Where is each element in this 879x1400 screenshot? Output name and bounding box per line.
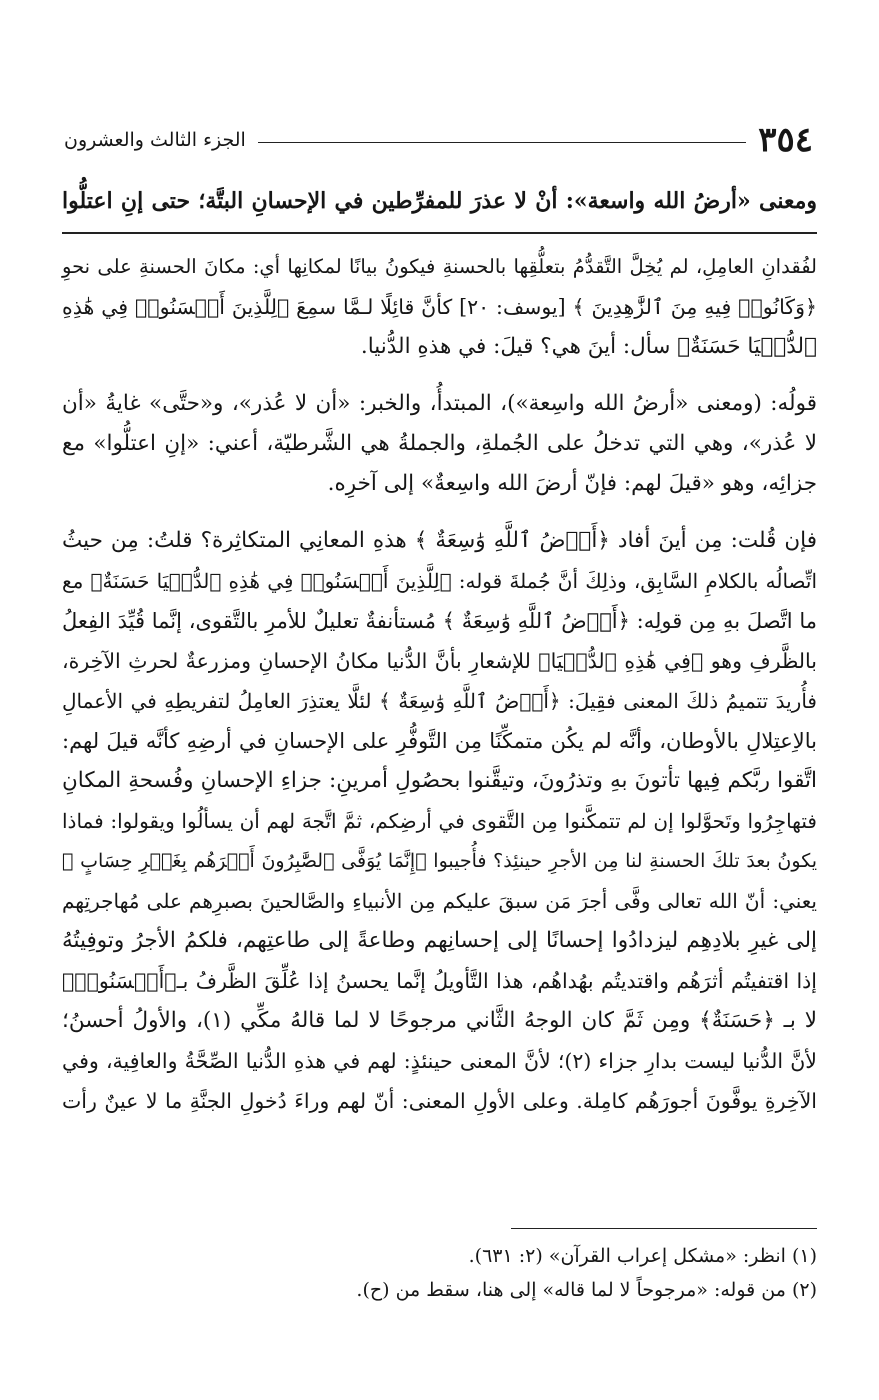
text-line: إذا اقتفيتُم أثرَهُم واقتديتُم بهُداهُم، هذا التَّأويلُ إنَّما يحسنُ إذا عُلِّقَ الظَّرفُ بـ﴿أَحۡسَنُوا۟﴾: [62, 969, 817, 993]
text-line: اتِّصالُه بالكلامِ السَّابِق، وذلِكَ أنَّ جُملةَ قوله: ﴿لِلَّذِينَ أَحۡسَنُوا۟ فِي هَٰذِهِ ٱلدُّنۡيَا حَسَنَةٌ﴾ مع: [62, 569, 817, 593]
text-line: إلى غيرِ بلادِهِم ليزدادُوا إحسانًا إلى إحسانِهم وطاعةً إلى طاعتِهم، فلكمُ الأجرُ وتوفِيتُهُ: [62, 928, 817, 953]
text-line: فتهاجِرُوا وتَحوَّلوا إن لم تتمكَّنوا مِن التَّقوى في أرضِكم، ثمَّ اتَّجهَ لهم أن يسألُوا ويقولوا: فماذا: [62, 809, 817, 833]
text-line: لا عُذر»، وهي التي تدخلُ على الجُملةِ، والجملةُ هي الشَّرطيّة، أعني: «إنِ اعتلُّوا» مع: [62, 431, 817, 456]
text-line: يعني: أنّ الله تعالى وفَّى أجرَ مَن سبقَ عليكم مِن الأنبياءِ والصَّالحينَ بصبرِهم على مُهاجرتِهم: [62, 889, 817, 913]
text-line: لأنَّ الدُّنيا ليست بدارِ جزاء (٢)؛ لأنَّ المعنى حينئذٍ: لهم في هذهِ الدُّنيا الصِّحَّةُ والعافِية، وفي: [62, 1049, 817, 1073]
footnote: (١) انظر: «مشكل إعراب القرآن» (٢: ٦٣١).: [468, 1245, 817, 1267]
text-line: الآخِرةِ يوفَّونَ أجورَهُم كامِلة. وعلى الأولِ المعنى: أنّ لهم وراءَ دُخولِ الجنَّةِ ما لا عينٌ رأت: [62, 1089, 817, 1113]
text-line: اتَّقوا ربَّكم فِيها تأتونَ بهِ وتذرُونَ، وتيقَّنوا بحصُولِ أمرينِ: جزاءِ الإحسانِ وفُسحةِ المكانِ: [62, 768, 817, 793]
text-line: ٱلدُّنۡيَا حَسَنَةٌ﴾ سأل: أينَ هي؟ قيلَ: في هذهِ الدُّنيا.: [360, 334, 817, 359]
text-line: ﴿وَكَانُوا۟ فِيهِ مِنَ ٱلزَّٰهِدِينَ ﴾ [يوسف: ٢٠] كأنَّ قائِلًا لـمَّا سمِعَ ﴿لِلَّذِينَ أَحۡسَنُوا۟ فِي هَٰذِهِ: [62, 295, 817, 319]
text-line: بالاِعتِلالِ بالأوطان، وأنَّه لم يكُن متمكِّنًا مِن التَّوفُّرِ على الإحسانِ في أرضِهِ كأنَّه قيلَ لهم:: [62, 729, 817, 753]
text-line: فإن قُلت: مِن أينَ أفاد ﴿أَرۡضُ ٱللَّهِ وَٰسِعَةٌ ﴾ هذهِ المعانِي المتكاثِرة؟ قلتُ: مِن حيثُ: [62, 528, 817, 553]
text-line: جزائِه، وهو «قيلَ لهم: فإنّ أرضَ الله واسِعةٌ» إلى آخرِه.: [327, 471, 817, 496]
text-line: قولُه: (ومعنى «أرضُ الله واسِعة»)، المبتدأُ، والخبر: «أن لا عُذر»، و«حتَّى» غايةُ «أن: [62, 391, 817, 416]
text-line: فأُريدَ تتميمُ ذلكَ المعنى فقِيلَ: ﴿أَرۡضُ ٱللَّهِ وَٰسِعَةٌ ﴾ لئلَّا يعتذِرَ العامِلُ لتفريطِهِ في الأعمالِ: [62, 689, 817, 713]
paragraph-gap: [62, 367, 817, 384]
matn-text: ومعنى «أرضُ الله واسعة»: أنْ لا عذرَ للمفرِّطين في الإحسانِ البتَّة؛ حتى إنِ اعتلُّوا: [62, 188, 817, 214]
paragraph-gap: [62, 504, 817, 521]
footnote: (٢) من قوله: «مرجوحاً لا لما قاله» إلى هنا، سقط من (ح).: [356, 1279, 817, 1301]
text-line: لفُقدانِ العامِلِ، لم يُخِلَّ التَّقدُّمُ بتعلُّقِها بالحسنةِ فيكونُ بيانًا لمكانِها أي: مكانَ الحسنةِ على نحوِ: [62, 255, 817, 278]
running-title: الجزء الثالث والعشرون: [64, 128, 246, 151]
running-header: [64, 118, 813, 162]
footnotes: [62, 1239, 817, 1307]
commentary-body: [62, 247, 817, 1121]
matn-divider: [62, 232, 817, 234]
footnote-divider: [511, 1228, 817, 1229]
text-line: يكونُ بعدَ تلكَ الحسنةِ لنا مِن الأجرِ حينئِذ؟ فأُجيبوا ﴿إِنَّمَا يُوَفَّى ٱلصَّٰبِرُونَ أَجۡرَهُم بِغَيۡرِ حِسَابٍ ﴾: [62, 850, 817, 872]
text-line: لا بـ ﴿حَسَنَةٌ﴾ ومِن ثَمَّ كان الوجهُ الثَّاني مرجوحًا لا لما قالهُ مكِّي (١)، والأولُ أحسنُ؛: [62, 1008, 818, 1033]
page-number: ٣٥٤: [758, 120, 813, 160]
text-line: بالظَّرفِ وهو ﴿فِي هَٰذِهِ ٱلدُّنۡيَا﴾ للإشعارِ بأنَّ الدُّنيا مكانُ الإحسانِ ومزرعةٌ لحرثِ الآخِرة،: [62, 649, 817, 673]
header-rule: [258, 142, 746, 143]
text-line: ما اتَّصلَ بهِ مِن قولِه: ﴿أَرۡضُ ٱللَّهِ وَٰسِعَةٌ ﴾ مُستأنفةٌ تعليلٌ للأمرِ بالتَّقوى، إنَّما قُيِّدَ الفِعلُ: [62, 609, 817, 633]
